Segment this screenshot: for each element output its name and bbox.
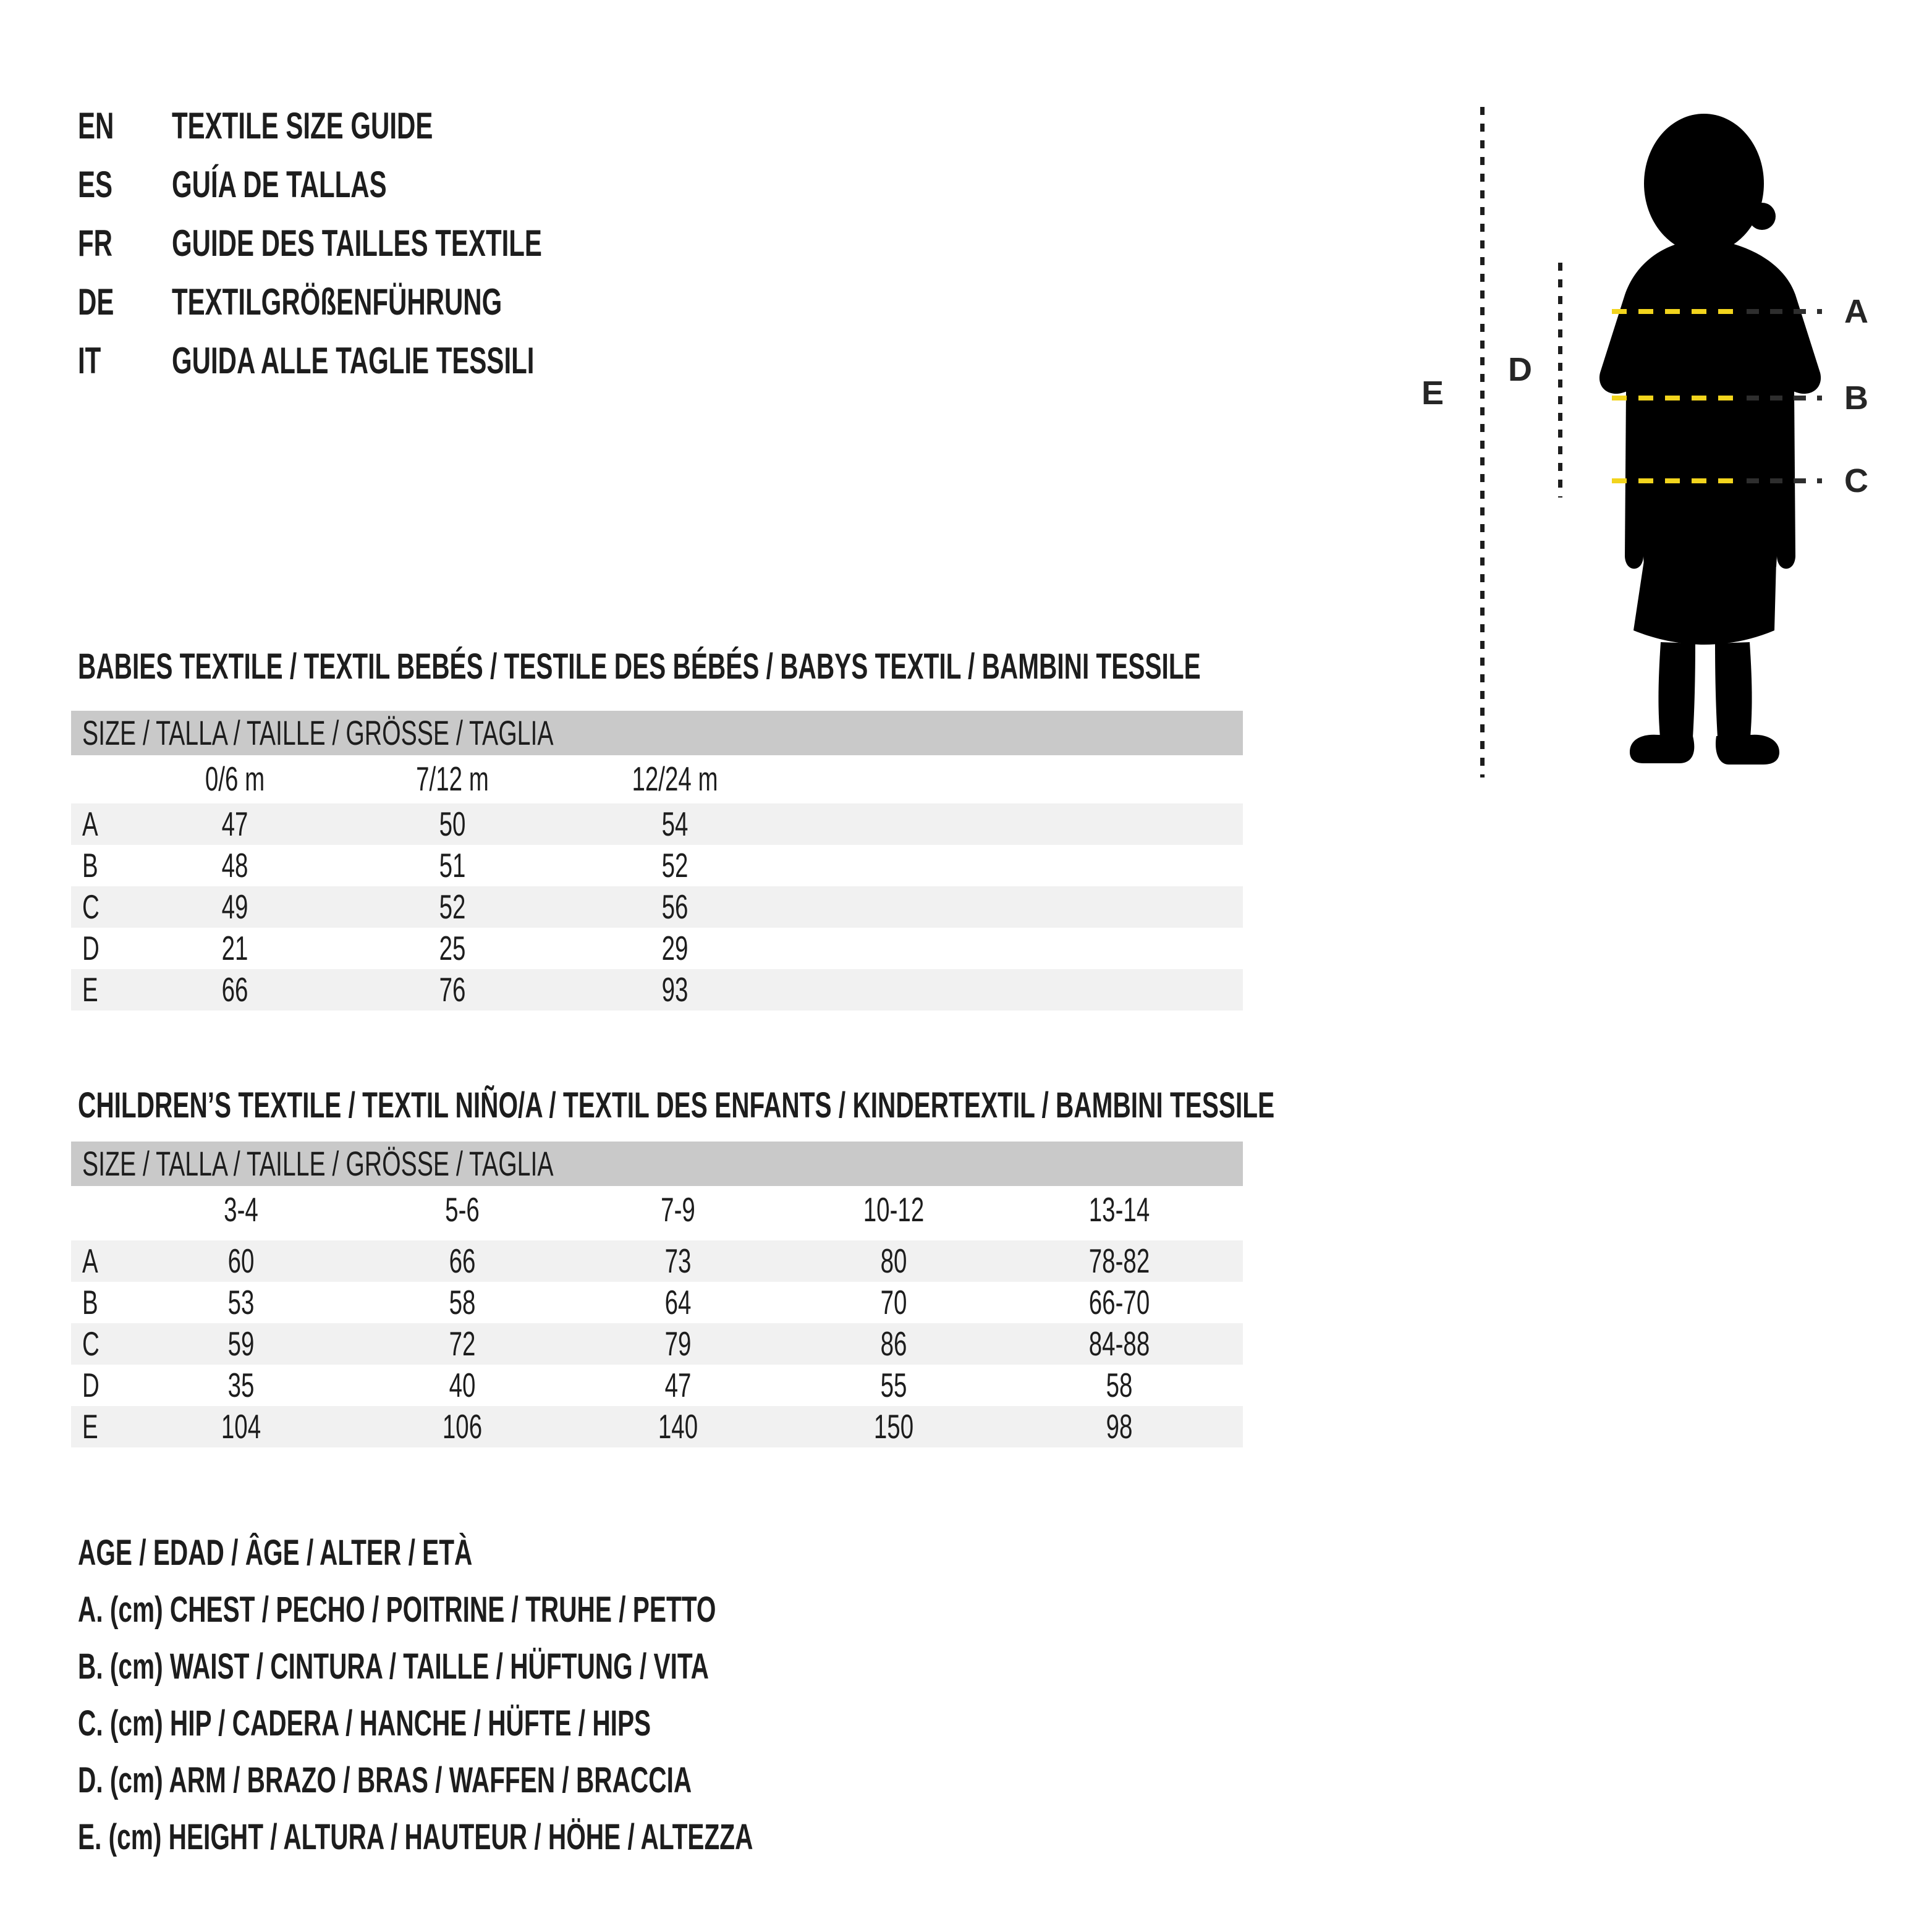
children-column-header: 7-9 — [661, 1190, 695, 1229]
children-table-cell: 35 — [227, 1366, 255, 1404]
children-row-label-text: D — [82, 1366, 100, 1404]
lang-code-text: IT — [78, 340, 101, 381]
babies-row-label — [82, 845, 105, 886]
legend-line — [78, 1533, 642, 1574]
children-table-row — [71, 1240, 1243, 1282]
children-table-cell: 140 — [658, 1407, 698, 1446]
silhouette-left-shoe — [1630, 735, 1694, 763]
measure-dash-dark-a — [1747, 309, 1822, 314]
babies-row-label-text: C — [82, 888, 100, 926]
children-table-row — [71, 1323, 1243, 1365]
silhouette-head — [1644, 114, 1764, 253]
babies-table-cell: 50 — [439, 805, 466, 843]
section-heading-babies: BABIES TEXTILE / TEXTIL BEBÉS / TESTILE DES BÉBÉS / BABYS TEXTIL / BAMBINI TESSILE — [78, 646, 1201, 687]
children-table-cell: 86 — [880, 1324, 907, 1363]
measure-label-a: A — [1844, 293, 1868, 330]
children-row-label — [82, 1406, 105, 1447]
legend-line-text: D. (cm) ARM / BRAZO / BRAS / WAFFEN / BRACCIA — [78, 1760, 692, 1800]
children-row-label — [82, 1365, 107, 1406]
children-table-cell: 55 — [880, 1366, 907, 1404]
legend-line — [78, 1590, 989, 1630]
babies-table-cell: 66 — [221, 970, 248, 1009]
children-table-cell: 84-88 — [1088, 1324, 1150, 1363]
lang-title — [172, 280, 643, 324]
babies-column-header: 7/12 m — [416, 760, 489, 798]
measure-dash-yellow-b — [1612, 396, 1743, 400]
children-table-cell: 64 — [664, 1283, 692, 1321]
children-column-header: 3-4 — [224, 1190, 258, 1229]
babies-table-cell: 49 — [221, 888, 248, 926]
section-heading-children: CHILDREN’S TEXTILE / TEXTIL NIÑO/A / TEXTIL DES ENFANTS / KINDERTEXTIL / BAMBINI TESSILE — [78, 1085, 1275, 1125]
lang-code-text: ES — [78, 164, 113, 205]
babies-table-row — [71, 803, 1243, 845]
legend-line — [78, 1817, 1043, 1858]
lang-code-text: EN — [78, 105, 114, 146]
babies-table-cell: 56 — [661, 888, 688, 926]
lang-code — [78, 280, 129, 324]
silhouette-ear — [1748, 203, 1776, 230]
silhouette-right-leg — [1715, 642, 1752, 737]
babies-column-header: 0/6 m — [205, 760, 265, 798]
babies-table-cell: 52 — [661, 846, 688, 884]
children-column-header-row — [71, 1190, 1243, 1229]
lang-title — [172, 163, 479, 207]
lang-title — [172, 221, 701, 266]
lang-code — [78, 163, 127, 207]
babies-size-table — [71, 711, 1243, 1014]
children-table-row — [71, 1365, 1243, 1406]
measure-dash-yellow-a — [1612, 309, 1743, 314]
lang-title-text: TEXTILGRÖßENFÜHRUNG — [172, 281, 502, 323]
measure-label-E: E — [1421, 375, 1444, 412]
babies-size-header-bar — [71, 711, 1243, 755]
children-row-label-text: E — [82, 1407, 98, 1446]
measure-label-c: C — [1844, 462, 1868, 499]
legend-line — [78, 1760, 955, 1801]
children-table-cell: 40 — [449, 1366, 476, 1404]
babies-table-cell: 52 — [439, 888, 466, 926]
babies-table-cell: 48 — [221, 846, 248, 884]
children-table-cell: 60 — [227, 1242, 255, 1280]
children-table-cell: 53 — [227, 1283, 255, 1321]
children-table-cell: 78-82 — [1088, 1242, 1150, 1280]
babies-table-cell: 93 — [661, 970, 688, 1009]
arm-measure-dotted-line-D — [1558, 263, 1562, 498]
measure-label-b: B — [1844, 379, 1868, 417]
lang-code-text: DE — [78, 281, 114, 323]
children-table-cell: 73 — [664, 1242, 692, 1280]
babies-row-label — [82, 969, 105, 1010]
children-table-cell: 150 — [873, 1407, 914, 1446]
lang-code — [78, 221, 127, 266]
lang-code — [78, 104, 129, 148]
babies-table-cell: 76 — [439, 970, 466, 1009]
legend-line-text: AGE / EDAD / ÂGE / ALTER / ETÀ — [78, 1533, 473, 1573]
babies-row-label-text: A — [82, 805, 98, 843]
babies-row-label — [82, 803, 105, 845]
legend-line — [78, 1703, 896, 1744]
children-table-cell: 79 — [664, 1324, 692, 1363]
legend-line-text: C. (cm) HIP / CADERA / HANCHE / HÜFTE / HIPS — [78, 1703, 651, 1743]
babies-table-cell: 54 — [661, 805, 688, 843]
babies-table-cell: 47 — [221, 805, 248, 843]
legend-line-text: A. (cm) CHEST / PECHO / POITRINE / TRUHE / PETTO — [78, 1590, 716, 1630]
children-table-cell: 80 — [880, 1242, 907, 1280]
legend-line-text: B. (cm) WAIST / CINTURA / TAILLE / HÜFTUNG / VITA — [78, 1646, 709, 1687]
children-column-header: 13-14 — [1088, 1190, 1150, 1229]
children-row-label — [82, 1240, 105, 1282]
babies-table-cell: 25 — [439, 929, 466, 967]
lang-code — [78, 339, 111, 383]
lang-code-text: FR — [78, 222, 112, 264]
children-table-cell: 72 — [449, 1324, 476, 1363]
measure-label-D: D — [1508, 351, 1532, 388]
children-size-table — [71, 1142, 1243, 1451]
children-row-label-text: A — [82, 1242, 98, 1280]
babies-table-cell: 21 — [221, 929, 248, 967]
babies-row-label-text: E — [82, 970, 98, 1009]
lang-title-text: GUIDA ALLE TAGLIE TESSILI — [172, 340, 535, 381]
measure-dash-dark-c — [1747, 478, 1822, 483]
children-row-label — [82, 1282, 105, 1323]
babies-table-cell: 51 — [439, 846, 466, 884]
legend-line-text: E. (cm) HEIGHT / ALTURA / HAUTEUR / HÖHE / ALTEZZA — [78, 1817, 753, 1857]
children-row-label-text: B — [82, 1283, 98, 1321]
children-size-header-bar — [71, 1142, 1243, 1186]
lang-title — [172, 339, 690, 383]
lang-title-text: GUIDE DES TAILLES TEXTILE — [172, 222, 542, 264]
babies-table-cell: 29 — [661, 929, 688, 967]
children-table-cell: 58 — [449, 1283, 476, 1321]
babies-table-row — [71, 969, 1243, 1010]
babies-row-label-text: D — [82, 929, 100, 967]
babies-table-row — [71, 886, 1243, 928]
lang-title-text: GUÍA DE TALLAS — [172, 164, 387, 205]
babies-row-label-text: B — [82, 846, 98, 884]
measure-dash-dark-b — [1747, 396, 1822, 400]
children-table-cell: 47 — [664, 1366, 692, 1404]
silhouette-shorts — [1633, 561, 1776, 645]
lang-title — [172, 104, 544, 148]
babies-column-header-row — [71, 759, 1243, 799]
children-table-cell: 98 — [1106, 1407, 1133, 1446]
children-column-header: 10-12 — [863, 1190, 925, 1229]
babies-table-row — [71, 928, 1243, 969]
children-row-label — [82, 1323, 107, 1365]
babies-column-header: 12/24 m — [632, 760, 718, 798]
babies-table-row — [71, 845, 1243, 886]
children-table-row — [71, 1282, 1243, 1323]
children-row-label-text: C — [82, 1324, 100, 1363]
legend-line — [78, 1646, 980, 1687]
children-table-cell: 66-70 — [1088, 1283, 1150, 1321]
children-table-cell: 59 — [227, 1324, 255, 1363]
children-column-header: 5-6 — [445, 1190, 480, 1229]
children-table-cell: 106 — [442, 1407, 483, 1446]
children-table-cell: 70 — [880, 1283, 907, 1321]
babies-row-label — [82, 886, 107, 928]
lang-title-text: TEXTILE SIZE GUIDE — [172, 105, 433, 146]
babies-size-header-text: SIZE / TALLA / TAILLE / GRÖSSE / TAGLIA — [82, 713, 554, 752]
children-size-header-text: SIZE / TALLA / TAILLE / GRÖSSE / TAGLIA — [82, 1144, 554, 1183]
children-table-cell: 104 — [221, 1407, 261, 1446]
silhouette-right-shoe — [1716, 735, 1779, 765]
children-table-cell: 66 — [449, 1242, 476, 1280]
children-table-cell: 58 — [1106, 1366, 1133, 1404]
babies-row-label — [82, 928, 107, 969]
children-table-row — [71, 1406, 1243, 1447]
measure-dash-yellow-c — [1612, 478, 1743, 483]
